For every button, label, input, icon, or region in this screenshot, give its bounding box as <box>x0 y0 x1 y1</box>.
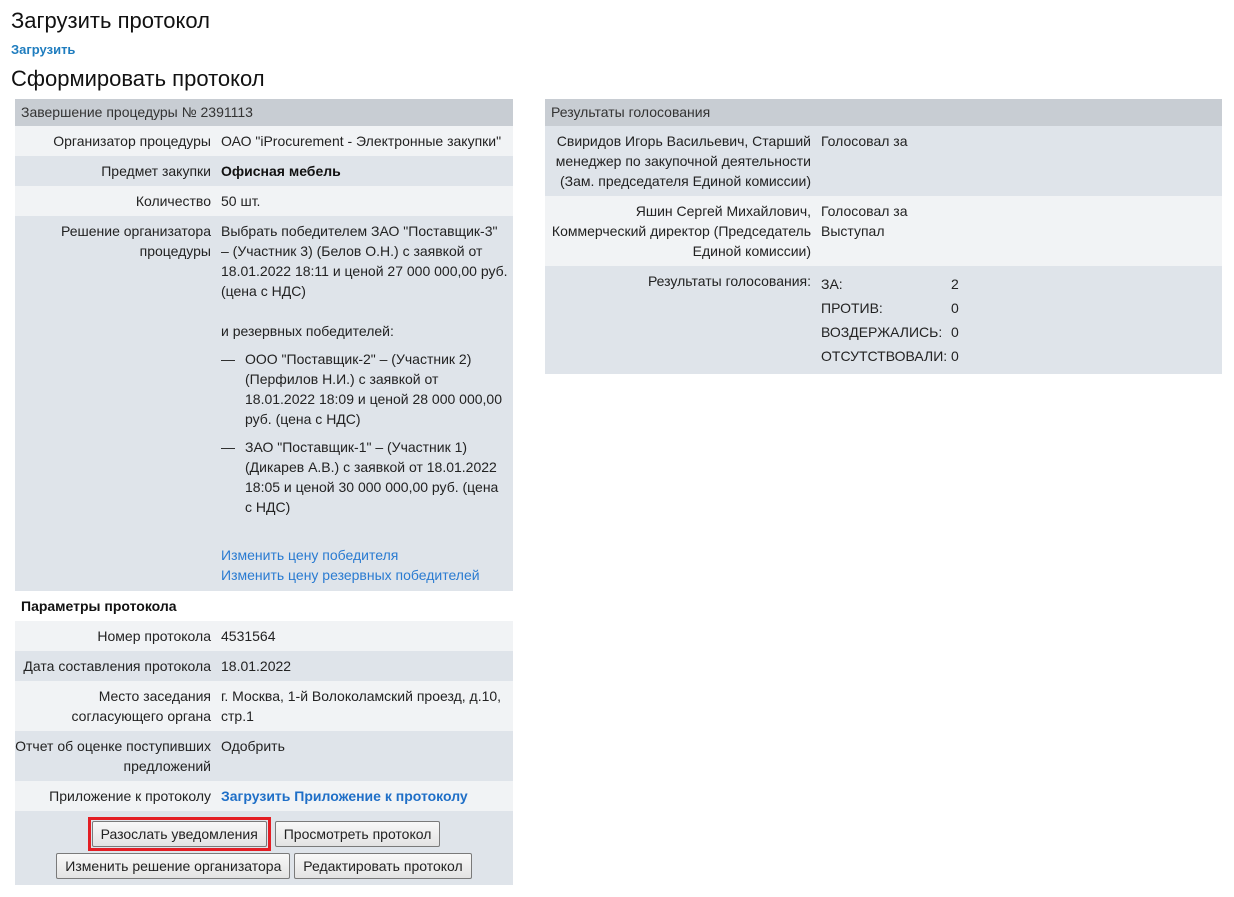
organizer-label: Организатор процедуры <box>53 133 211 149</box>
upload-link[interactable]: Загрузить <box>11 42 76 57</box>
decision-label: Решение организатора процедуры <box>61 223 211 259</box>
member-name: Яшин Сергей Михайлович, Коммерческий директор (Председатель Единой комиссии) <box>551 203 811 259</box>
upload-attachment-link[interactable]: Загрузить Приложение к протоколу <box>221 788 468 804</box>
button-row-2 <box>15 853 513 879</box>
evaluation-report-label: Отчет об оценке поступивших предложений <box>15 738 211 774</box>
member-vote-cell <box>811 196 1222 246</box>
protocol-number-value: 4531564 <box>221 628 276 644</box>
subject-row <box>15 156 513 186</box>
dash-marker: — <box>221 439 235 455</box>
decision-value: Выбрать победителем ЗАО "Поставщик-3" – (Участник 3) (Белов О.Н.) с заявкой от 18.01.2022 18:11 и ценой 27 000 000,00 руб. (цена с НДС) <box>221 223 508 299</box>
attachment-label: Приложение к протоколу <box>49 788 211 804</box>
member-name: Свиридов Игорь Васильевич, Старший менеджер по закупочной деятельности (Зам. председателя Единой комиссии) <box>555 133 811 189</box>
decision-cell <box>211 216 513 590</box>
form-protocol-title: Сформировать протокол <box>11 66 265 91</box>
meeting-place-value: г. Москва, 1-й Волоколамский проезд, д.10, стр.1 <box>221 688 502 724</box>
protocol-params-title: Параметры протокола <box>15 591 513 621</box>
protocol-date-value: 18.01.2022 <box>221 658 292 674</box>
vote-abstain-label: ВОЗДЕРЖАЛИСЬ: <box>821 324 943 340</box>
view-protocol-button[interactable]: Просмотреть протокол <box>275 821 441 847</box>
protocol-date-row <box>15 651 513 681</box>
subject-label: Предмет закупки <box>101 163 211 179</box>
change-winner-price-link[interactable]: Изменить цену победителя <box>221 547 399 563</box>
member-note: Выступал <box>821 223 885 239</box>
protocol-number-label: Номер протокола <box>97 628 211 644</box>
decision-row <box>15 216 513 591</box>
voting-panel <box>545 99 1222 374</box>
subject-value: Офисная мебель <box>221 163 341 179</box>
reserve-item <box>221 437 509 517</box>
vote-against-label: ПРОТИВ: <box>821 300 883 316</box>
organizer-row <box>15 126 513 156</box>
quantity-value: 50 шт. <box>221 193 261 209</box>
attachment-cell <box>211 781 513 811</box>
member-vote: Голосовал за <box>821 203 908 219</box>
change-decision-button[interactable]: Изменить решение организатора <box>56 853 290 879</box>
attachment-row <box>15 781 513 811</box>
meeting-place-label: Место заседания согласующего органа <box>71 688 211 724</box>
evaluation-report-row <box>15 731 513 781</box>
protocol-number-row <box>15 621 513 651</box>
upload-protocol-title: Загрузить протокол <box>11 8 210 33</box>
vote-absent-count: 0 <box>951 348 959 364</box>
reserve-intro: и резервных победителей: <box>221 323 394 339</box>
button-row-1 <box>15 817 513 851</box>
quantity-row <box>15 186 513 216</box>
change-reserve-price-link[interactable]: Изменить цену резервных победителей <box>221 567 480 583</box>
procedure-panel <box>15 99 513 885</box>
organizer-value: ОАО "iProcurement - Электронные закупки" <box>221 133 502 149</box>
vote-for-count: 2 <box>951 276 959 292</box>
voting-header: Результаты голосования <box>545 99 1222 126</box>
member-vote: Голосовал за <box>821 133 908 149</box>
send-notifications-button[interactable]: Разослать уведомления <box>92 821 267 847</box>
voting-member-row <box>545 196 1222 266</box>
voting-results-row <box>545 266 1222 374</box>
reserve-item-text: ООО "Поставщик-2" – (Участник 2) (Перфилов Н.И.) с заявкой от 18.01.2022 18:09 и ценой 28 000 000,00 руб. (цена с НДС) <box>245 351 502 427</box>
edit-protocol-button[interactable]: Редактировать протокол <box>294 853 471 879</box>
protocol-date-label: Дата составления протокола <box>23 658 211 674</box>
action-buttons <box>15 811 513 885</box>
vote-for-label: ЗА: <box>821 276 843 292</box>
member-vote-cell <box>811 126 1222 156</box>
voting-results-grid <box>811 266 991 372</box>
evaluation-report-value: Одобрить <box>221 738 285 754</box>
voting-results-label: Результаты голосования: <box>647 273 811 289</box>
voting-member-row <box>545 126 1222 196</box>
meeting-place-row <box>15 681 513 731</box>
highlight-frame <box>88 817 271 851</box>
reserve-item-text: ЗАО "Поставщик-1" – (Участник 1) (Дикарев А.В.) с заявкой от 18.01.2022 18:05 и ценой 30 000 000,00 руб. (цена с НДС) <box>245 439 499 515</box>
reserve-item <box>221 349 509 429</box>
procedure-header: Завершение процедуры № 2391113 <box>15 99 513 126</box>
quantity-label: Количество <box>135 193 211 209</box>
vote-against-count: 0 <box>951 300 959 316</box>
vote-absent-label: ОТСУТСТВОВАЛИ: <box>821 348 948 364</box>
vote-abstain-count: 0 <box>951 324 959 340</box>
dash-marker: — <box>221 351 235 367</box>
